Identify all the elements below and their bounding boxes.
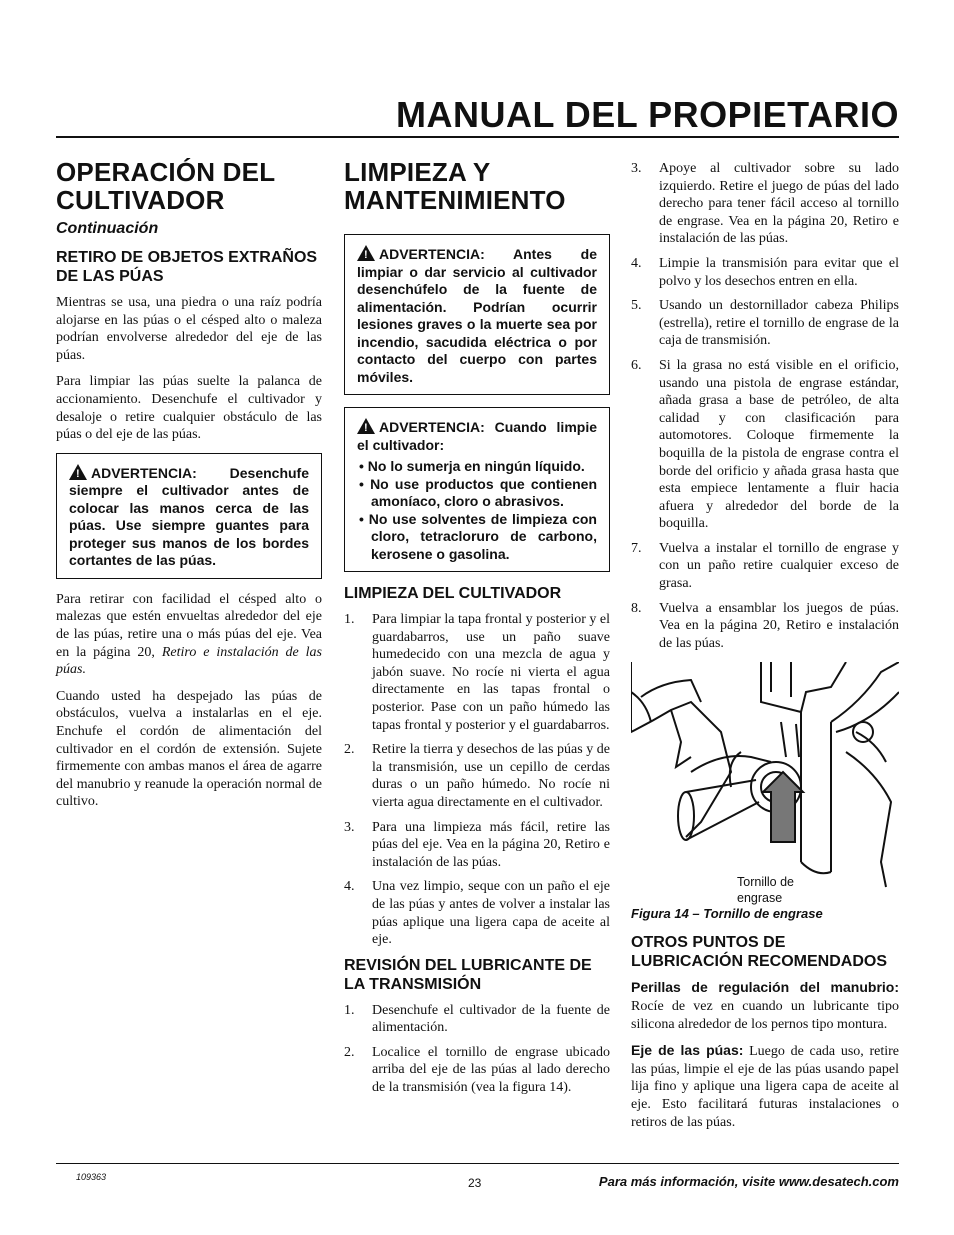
subtitle-limpieza: LIMPIEZA DEL CULTIVADOR xyxy=(344,585,562,602)
paragraph-label: Eje de las púas: xyxy=(631,1042,744,1059)
numbered-list xyxy=(631,160,899,652)
page-number: 23 xyxy=(468,1176,482,1190)
list-item xyxy=(344,1044,610,1097)
paragraph-text: Luego de cada uso, retire las púas, limpie el eje de las púas usando papel lija fino y aplique una ligera capa de aceite al eje. Esto facilitará futuras instalaciones o retiros de las púas. xyxy=(631,1044,899,1130)
list-text: Retire la tierra y desechos de las púas y de la transmisión, use un cepillo de cerdas duras o un paño húmedo. No rocíe ni vierta agua directamente en el cultivador. xyxy=(372,742,610,810)
list-text: Usando un destornillador cabeza Philips (estrella), retire el tornillo de engrase de la caja de transmisión. xyxy=(659,298,899,349)
list-text: Apoye al cultivador sobre su lado izquierdo. Retire el juego de púas del lado derecho para tener fácil acceso al tornillo de engrase. Vea en la página 20, Retiro e instalación de las púas. xyxy=(659,161,899,247)
warning-icon xyxy=(357,245,375,261)
list-number: 7. xyxy=(631,540,642,556)
column-continuacion xyxy=(631,160,899,1140)
list-item xyxy=(344,819,610,872)
arrow-icon xyxy=(763,772,803,842)
numbered-list xyxy=(344,1002,610,1097)
warning-box xyxy=(344,234,610,395)
paragraph-text: Para retirar con facilidad el césped alto o malezas que estén envueltas alrededor del eje de las púas, retire una o más púas del eje. Vea en la página 20, xyxy=(56,591,322,660)
column-limpieza xyxy=(344,158,610,1104)
list-item xyxy=(344,1002,610,1037)
list-item xyxy=(631,297,899,350)
warning-text: ADVERTENCIA: Cuando limpie el cultivador: xyxy=(357,419,597,453)
page-title: MANUAL DEL PROPIETARIO xyxy=(395,94,899,135)
list-text: Para una limpieza más fácil, retire las púas del eje. Vea en la página 20, Retiro e instalación de las púas. xyxy=(372,819,610,870)
website-note: Para más información, visite www.desatech.com xyxy=(598,1174,899,1189)
paragraph xyxy=(631,979,899,1033)
list-number: 2. xyxy=(344,742,355,758)
list-number: 6. xyxy=(631,357,642,373)
page-footer xyxy=(56,1163,899,1190)
list-item xyxy=(344,741,610,811)
paragraph-text: Rocíe de vez en cuando un lubricante tipo silicona alrededor de los pernos tipo montura. xyxy=(631,999,899,1032)
list-number: 3. xyxy=(344,819,355,835)
paragraph xyxy=(56,591,322,679)
transmission-illustration xyxy=(631,662,899,902)
list-item xyxy=(631,540,899,593)
page-header xyxy=(56,94,899,134)
warning-box xyxy=(56,453,322,579)
list-item: • No use solventes de limpieza con cloro, tetracloruro de carbono, kerosene o gasolina. xyxy=(359,510,597,562)
list-text: Desenchufe el cultivador de la fuente de alimentación. xyxy=(372,1002,610,1036)
list-item xyxy=(344,878,610,948)
list-item: • No use productos que contienen amoníaco, cloro o abrasivos. xyxy=(359,475,597,509)
subtitle-retiro: RETIRO DE OBJETOS EXTRAÑOS DE LAS PÚAS xyxy=(56,249,318,285)
list-text: Vuelva a ensamblar los juegos de púas. Vea en la página 20, Retiro e instalación de las púas. xyxy=(659,600,899,651)
column-operacion xyxy=(56,158,322,820)
list-item xyxy=(344,611,610,734)
subtitle-lubricante: REVISIÓN DEL LUBRICANTE DE LA TRANSMISIÓN xyxy=(344,956,592,993)
list-text: Limpie la transmisión para evitar que el polvo y los desechos entren en ella. xyxy=(659,255,899,289)
document-code: 109363 xyxy=(76,1172,107,1182)
list-text: Si la grasa no está visible en el orificio, usando una pistola de engrase estándar, añada grasa a base de petróleo, de alta calidad y con clasificación para automotores. Coloque firmemente la boquilla de la pistola de engrase contra el borde del orificio y añada grasa hasta que esta empiece lentamente a fluir hacia afuera y alrededor del borde de la boquilla. xyxy=(659,357,899,532)
numbered-list xyxy=(344,611,610,949)
paragraph: Mientras se usa, una piedra o una raíz podría alojarse en las púas o el césped alto o maleza podrían envolverse alrededor del eje de las púas. xyxy=(56,295,322,363)
list-number: 3. xyxy=(631,161,642,176)
continued-label: Continuación xyxy=(56,220,159,237)
warning-list xyxy=(357,458,597,563)
section-title-limpieza: LIMPIEZA Y MANTENIMIENTO xyxy=(344,157,566,215)
list-number: 1. xyxy=(344,612,355,627)
figure-tornillo-engrase xyxy=(631,662,899,906)
list-text: Localice el tornillo de engrase ubicado arriba del eje de las púas al lado derecho de la transmisión (vea la figura 14). xyxy=(372,1044,610,1096)
page-reference: Retiro e instalación de las púas. xyxy=(56,644,322,678)
paragraph: Para limpiar las púas suelte la palanca de accionamiento. Desenchufe el cultivador y desaloje o retire cualquier obstáculo de las púas o del eje de las púas. xyxy=(56,374,322,443)
warning-icon xyxy=(357,418,375,434)
list-item xyxy=(631,600,899,653)
list-number: 8. xyxy=(631,600,642,616)
warning-text: ADVERTENCIA: Desenchufe siempre el cultivador antes de colocar las manos cerca de las púas. Use siempre guantes para proteger sus manos de los bordes cortantes de las púas. xyxy=(69,464,309,569)
paragraph-label: Perillas de regulación del manubrio: xyxy=(631,979,899,996)
section-title-operacion: OPERACIÓN DEL CULTIVADOR xyxy=(56,157,275,215)
subtitle-otros-puntos: OTROS PUNTOS DE LUBRICACIÓN RECOMENDADOS xyxy=(631,934,887,971)
warning-icon xyxy=(69,464,87,480)
header-rule xyxy=(56,136,899,138)
figure-caption: Figura 14 – Tornillo de engrase xyxy=(631,906,823,922)
paragraph: Cuando usted ha despejado las púas de obstáculos, vuelva a instalarlas en el eje. Enchufe el cordón de alimentación del cultivador en el cordón de extensión. Sujete firmemente con ambas manos el área de agarre del manubrio y reanude la operación normal de cultivo. xyxy=(56,688,322,810)
list-number: 2. xyxy=(344,1044,355,1060)
list-text: Para limpiar la tapa frontal y posterior y el guardabarros, use un paño suave humedecido con una mezcla de agua y jabón suave. No rocíe ni vierta el agua directamente en las tapas frontal o posterior. Pase con un paño húmedo las tapas frontal y posterior y el guardabarros. xyxy=(372,612,610,733)
list-number: 1. xyxy=(344,1002,355,1018)
list-item xyxy=(631,160,899,248)
list-text: Una vez limpio, seque con un paño el eje de las púas y antes de volver a instalar las púas aplique una ligera capa de aceite al eje. xyxy=(372,879,610,948)
warning-text: ADVERTENCIA: Antes de limpiar o dar servicio al cultivador desenchúfelo de la fuente de alimentación. Podrían ocurrir lesiones graves o la muerte sea por incendio, sacudida eléctrica o por contacto del cuerpo con partes móviles. xyxy=(357,246,597,385)
warning-box xyxy=(344,407,610,572)
figure-callout: Tornillo de engrase xyxy=(737,875,794,906)
list-item xyxy=(631,255,899,290)
list-number: 4. xyxy=(344,879,355,895)
paragraph xyxy=(631,1042,899,1131)
list-item: • No lo sumerja en ningún líquido. xyxy=(359,458,585,474)
list-text: Vuelva a instalar el tornillo de engrase y con un paño retire cualquier exceso de grasa. xyxy=(659,540,899,592)
list-number: 5. xyxy=(631,298,642,314)
list-number: 4. xyxy=(631,255,642,271)
list-item xyxy=(631,357,899,533)
